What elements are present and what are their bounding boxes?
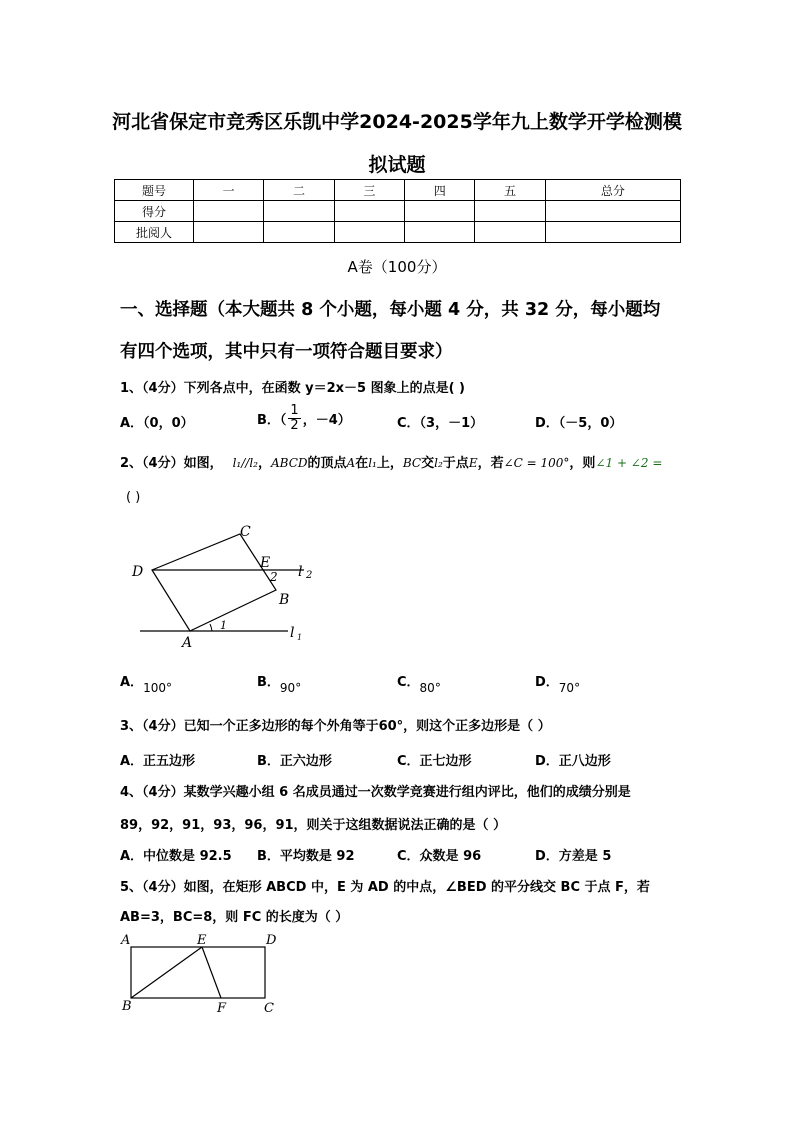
option-letter: D．	[535, 675, 559, 690]
score-row	[115, 201, 681, 222]
q1-fraction	[288, 404, 300, 433]
title-line-2: 拟试题	[368, 154, 426, 176]
grader-row	[115, 222, 681, 243]
fraction-numerator: 1	[290, 403, 299, 418]
q1-option-b	[257, 404, 351, 433]
grader-cell[interactable]	[475, 222, 545, 243]
option-letter: B．	[257, 675, 280, 690]
q1-option-b-suffix: ，－4）	[302, 413, 351, 428]
label-b: B	[279, 592, 290, 608]
q5-stem-line-2: AB=3，BC=8，则 FC 的长度为（ ）	[120, 910, 349, 925]
q4-stem-line-1: 4、（4分）某数学兴趣小组 6 名成员通过一次数学竞赛进行组内评比，他们的成绩分别是	[120, 785, 631, 800]
q2-parallelogram-figure	[124, 518, 324, 653]
q5-stem-line-1: 5、（4分）如图，在矩形 ABCD 中，E 为 AD 的中点，∠BED 的平分线交 BC 于点 F，若	[120, 880, 650, 895]
header-cell: 四	[405, 180, 475, 201]
row-label: 得分	[115, 201, 194, 222]
part1-heading-line-1: 一、选择题（本大题共 8 个小题，每小题 4 分，共 32 分，每小题均	[120, 300, 661, 320]
q4-option-b: B．平均数是 92	[257, 849, 355, 864]
score-cell[interactable]	[264, 201, 334, 222]
q1-option-c: C．（3，－1）	[397, 416, 484, 431]
q2-option-b	[257, 671, 302, 695]
q1-option-a: A．（0，0）	[120, 416, 194, 431]
q2-math: l₁	[368, 456, 377, 470]
q2-stem-part: ，则	[569, 456, 596, 471]
label-f: F	[217, 1001, 227, 1016]
header-cell: 一	[194, 180, 264, 201]
q4-option-c: C．众数是 96	[397, 849, 482, 864]
header-cell: 题号	[115, 180, 194, 201]
segment-ef	[202, 947, 221, 998]
q5-rectangle-figure	[118, 930, 288, 1018]
q2-math: ∠1 + ∠2 =	[595, 456, 663, 470]
q3-option-c: C．正七边形	[397, 754, 472, 769]
angle-1-arc	[210, 624, 212, 631]
label-l2: l	[298, 564, 303, 580]
q2-answer-paren: ( )	[126, 490, 141, 505]
label-c: C	[264, 1001, 274, 1016]
label-e: E	[260, 555, 271, 571]
score-cell[interactable]	[334, 201, 404, 222]
score-table-header-row	[115, 180, 681, 201]
parallelogram-abcd	[152, 534, 276, 631]
q2-stem-part: ，	[257, 456, 271, 471]
q4-option-d: D．方差是 5	[535, 849, 612, 864]
option-letter: A．	[120, 675, 144, 690]
row-label: 批阅人	[115, 222, 194, 243]
header-cell: 三	[334, 180, 404, 201]
label-c: C	[240, 524, 251, 540]
q2-math: l₁//l₂	[232, 456, 258, 470]
score-cell[interactable]	[475, 201, 545, 222]
label-d: D	[266, 933, 277, 948]
q1-option-d: D．（－5，0）	[535, 416, 623, 431]
segment-be	[131, 947, 202, 998]
option-value: 90°	[279, 681, 302, 695]
label-b: B	[122, 999, 132, 1014]
q2-option-d	[535, 671, 581, 695]
score-cell[interactable]	[545, 201, 680, 222]
q3-option-b: B．正六边形	[257, 754, 332, 769]
q2-stem-part: 2、（4分）如图，	[120, 456, 223, 471]
label-e: E	[197, 933, 207, 948]
header-cell: 五	[475, 180, 545, 201]
label-l2-sub: 2	[306, 570, 313, 581]
label-l1-sub: 1	[297, 633, 303, 642]
section-a-title: A卷（100分）	[347, 258, 447, 276]
q2-stem-part: 在	[355, 456, 369, 471]
label-d: D	[132, 564, 144, 580]
q2-math: E	[468, 456, 478, 470]
rectangle-abcd	[131, 947, 265, 998]
q2-stem	[120, 452, 662, 471]
grader-cell[interactable]	[545, 222, 680, 243]
option-value: 70°	[558, 681, 581, 695]
q4-stem-line-2: 89，92，91，93，96，91，则关于这组数据说法正确的是（ ）	[120, 818, 507, 833]
option-letter: C．	[397, 675, 420, 690]
label-l1: l	[290, 625, 295, 641]
grader-cell[interactable]	[405, 222, 475, 243]
header-cell: 二	[264, 180, 334, 201]
q2-math: BC	[402, 456, 422, 470]
q1-option-b-prefix: B．（	[257, 413, 287, 428]
q3-option-d: D．正八边形	[535, 754, 611, 769]
label-angle-2: 2	[270, 570, 278, 584]
q2-math: A	[346, 456, 356, 470]
q2-stem-part: ，若	[477, 456, 504, 471]
q2-stem-part: 的顶点	[307, 456, 347, 471]
option-value: 80°	[419, 681, 441, 695]
q2-math: ABCD	[271, 456, 308, 470]
q2-option-c	[397, 671, 441, 695]
option-value: 100°	[143, 681, 172, 695]
q2-stem-part: 交	[421, 456, 435, 471]
q2-math: l₂	[434, 456, 443, 470]
header-cell: 总分	[545, 180, 680, 201]
fraction-denominator: 2	[290, 418, 299, 433]
score-table	[114, 179, 681, 243]
q2-stem-part: 于点	[442, 456, 469, 471]
part1-heading-line-2: 有四个选项，其中只有一项符合题目要求）	[120, 342, 453, 362]
q3-option-a: A．正五边形	[120, 754, 196, 769]
grader-cell[interactable]	[194, 222, 264, 243]
label-angle-1: 1	[220, 619, 227, 632]
q3-stem: 3、（4分）已知一个正多边形的每个外角等于60°，则这个正多边形是（ ）	[120, 719, 551, 734]
q4-option-a: A．中位数是 92.5	[120, 849, 232, 864]
q2-option-a	[120, 671, 172, 695]
q2-stem-part: 上，	[376, 456, 403, 471]
label-a: A	[121, 933, 131, 948]
grader-cell[interactable]	[334, 222, 404, 243]
label-a: A	[182, 635, 193, 651]
score-cell[interactable]	[405, 201, 475, 222]
grader-cell[interactable]	[264, 222, 334, 243]
title-line-1: 河北省保定市竞秀区乐凯中学2024-2025学年九上数学开学检测模	[112, 111, 682, 133]
q1-stem: 1、（4分）下列各点中，在函数 y＝2x－5 图象上的点是( )	[120, 381, 466, 396]
score-cell[interactable]	[194, 201, 264, 222]
q2-math: ∠C = 100°	[503, 456, 570, 470]
